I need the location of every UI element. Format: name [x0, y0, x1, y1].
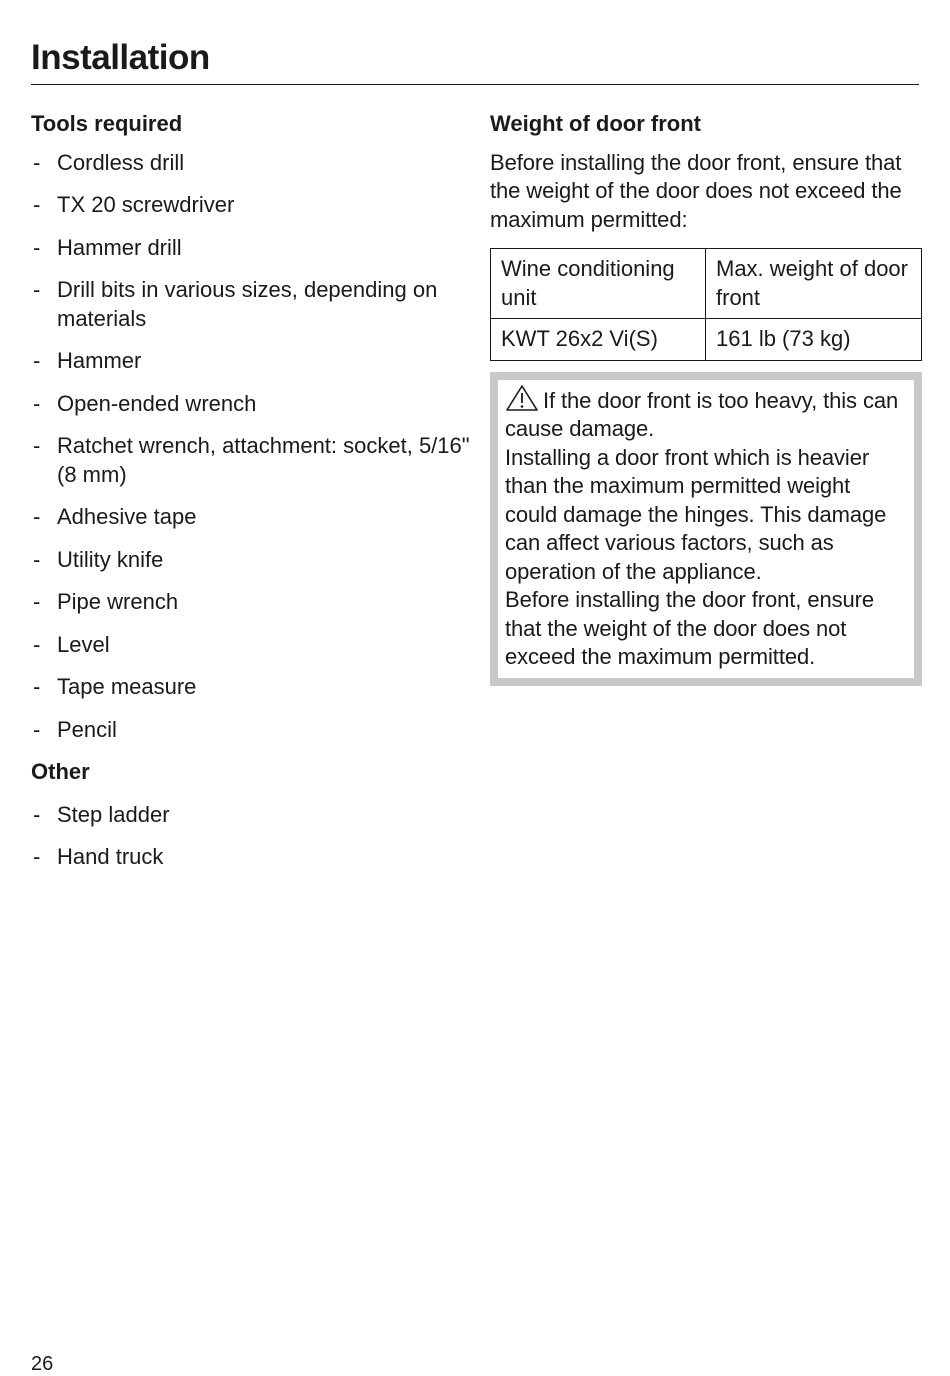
list-dash: - [33, 192, 41, 217]
list-dash: - [33, 234, 41, 260]
list-item [31, 673, 471, 702]
tools-column [31, 110, 471, 886]
warning-box [490, 372, 922, 686]
table-header-row [491, 249, 922, 319]
tool-label: Level [57, 631, 110, 657]
tool-label: Pencil [57, 716, 117, 742]
list-item [31, 503, 471, 532]
warning-lead-line [505, 384, 906, 444]
other-heading: Other [31, 759, 90, 784]
tools-heading: Tools required [31, 111, 183, 136]
list-dash: - [33, 504, 41, 529]
warning-lead: If the door front is too heavy, this can cause damage. [505, 387, 899, 441]
page-title: Installation [31, 38, 210, 77]
warning-action: Before installing the door front, ensure that the weight of the door does not exceed the maximum permitted. [505, 587, 875, 669]
list-item [31, 234, 471, 263]
page-number: 26 [31, 1353, 54, 1375]
list-dash: - [33, 390, 41, 416]
tool-label: TX 20 screwdriver [57, 192, 235, 217]
list-item [31, 390, 471, 419]
list-dash: - [33, 277, 41, 302]
tool-label: Open-ended wrench [57, 390, 257, 416]
list-dash: - [33, 631, 41, 657]
list-item [31, 801, 471, 830]
weight-intro: Before installing the door front, ensure that the weight of the door does not exceed the maximum permitted: [490, 149, 902, 232]
warning-body: Installing a door front which is heavier than the maximum permitted weight could damage the hinges. This damage can affect various factors, such as operation of the appliance. [505, 444, 887, 584]
list-item [31, 276, 471, 333]
cell-max-weight: 161 lb (73 kg) [706, 319, 922, 361]
column-header-unit: Wine conditioning unit [491, 249, 706, 319]
list-item [31, 347, 471, 376]
list-dash: - [33, 149, 41, 175]
list-dash: - [33, 589, 41, 614]
tool-label: Tape measure [57, 674, 197, 699]
list-item [31, 191, 471, 220]
table-row [491, 319, 922, 361]
list-dash: - [33, 844, 41, 869]
list-dash: - [33, 348, 41, 373]
tool-label: Hammer [57, 348, 142, 373]
list-item [31, 716, 471, 745]
weight-heading: Weight of door front [490, 111, 701, 136]
tool-label: Adhesive tape [57, 504, 197, 529]
list-item [31, 588, 471, 617]
list-dash: - [33, 716, 41, 742]
other-label: Hand truck [57, 844, 164, 869]
list-dash: - [33, 674, 41, 699]
tool-label: Ratchet wrench, attachment: socket, 5/16" (8 mm) [57, 433, 470, 487]
list-dash: - [33, 801, 41, 827]
tool-label: Cordless drill [57, 149, 185, 175]
list-item [31, 432, 471, 489]
weight-table [490, 248, 922, 361]
tools-list [31, 149, 471, 745]
tool-label: Hammer drill [57, 234, 182, 260]
list-item [31, 546, 471, 575]
list-dash: - [33, 546, 41, 572]
other-list [31, 801, 471, 872]
tool-label: Drill bits in various sizes, depending on materials [57, 277, 438, 331]
title-divider [31, 84, 919, 85]
tool-label: Utility knife [57, 546, 164, 572]
list-item [31, 149, 471, 178]
other-label: Step ladder [57, 801, 170, 827]
list-item [31, 843, 471, 872]
warning-triangle-icon [505, 384, 539, 412]
cell-model: KWT 26x2 Vi(S) [491, 319, 706, 361]
column-header-max-weight: Max. weight of door front [706, 249, 922, 319]
list-item [31, 631, 471, 660]
weight-column [490, 110, 922, 686]
tool-label: Pipe wrench [57, 589, 179, 614]
list-dash: - [33, 433, 41, 458]
